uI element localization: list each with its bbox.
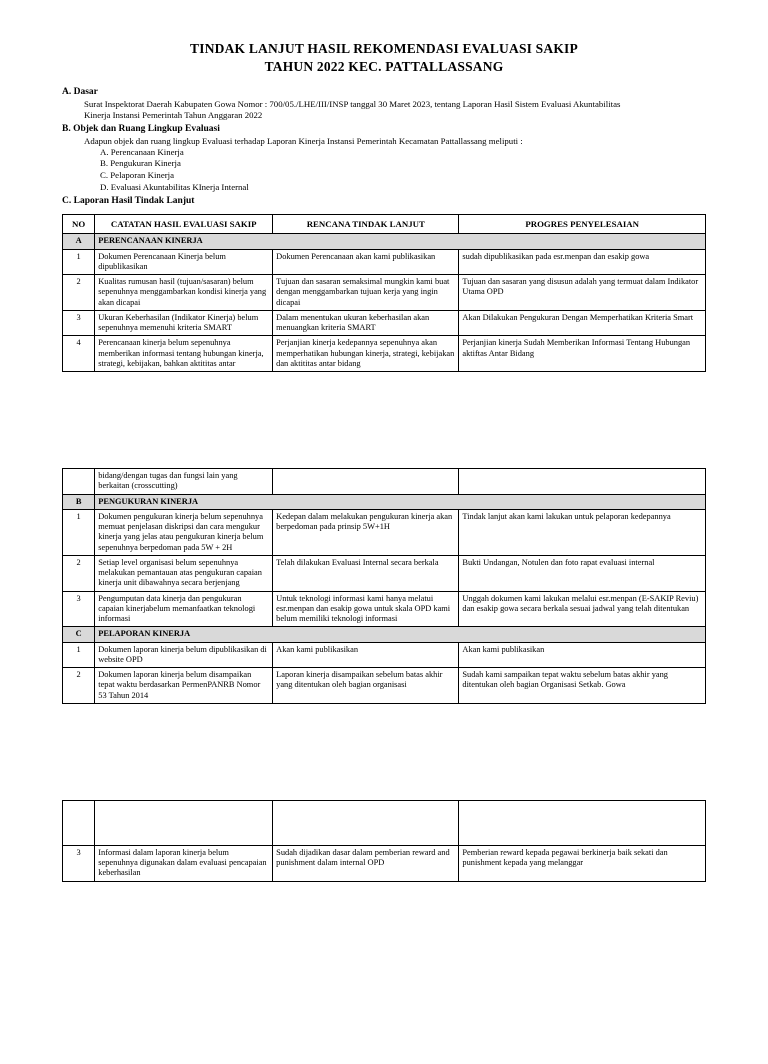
- section-a-label: A. Dasar: [62, 87, 98, 98]
- category-letter-a: A: [63, 234, 95, 249]
- table-row: [63, 591, 706, 627]
- row-progres: [459, 800, 706, 845]
- row-rencana: Tujuan dan sasaran semaksimal mungkin kami buat dengan menggambarkan tujuan kerja yang ingin dicapai: [273, 275, 459, 311]
- row-rencana: Kedepan dalam melakukan pengukuran kinerja akan berpedoman pada prinsip 5W+1H: [273, 509, 459, 555]
- row-progres: Bukti Undangan, Notulen dan foto rapat evaluasi internal: [459, 555, 706, 591]
- row-no: 1: [63, 642, 95, 668]
- header-progres: PROGRES PENYELESAIAN: [459, 214, 706, 234]
- table-row: [63, 800, 706, 845]
- row-progres: sudah dipublikasikan pada esr.menpan dan esakip gowa: [459, 249, 706, 275]
- row-rencana: Laporan kinerja disampaikan sebelum batas akhir yang ditentukan oleh bagian organisasi: [273, 668, 459, 704]
- section-c-label: C. Laporan Hasil Tindak Lanjut: [62, 196, 195, 207]
- row-catatan: Kualitas rumusan hasil (tujuan/sasaran) belum sepenuhnya menggambarkan kondisi kinerja yang akan dicapai: [95, 275, 273, 311]
- row-catatan: Ukuran Keberhasilan (Indikator Kinerja) belum sepenuhnya memenuhi kriteria SMART: [95, 310, 273, 336]
- category-letter-b: B: [63, 494, 95, 509]
- results-table-page2: [62, 468, 706, 704]
- row-no: [63, 469, 95, 495]
- section-b-item-3: D. Evaluasi Akuntabilitas KInerja Internal: [100, 181, 249, 192]
- category-row-c: [63, 627, 706, 642]
- row-no: [63, 800, 95, 845]
- intro-block: [62, 86, 708, 207]
- category-label-b: PENGUKURAN KINERJA: [95, 494, 706, 509]
- category-row-a: [63, 234, 706, 249]
- section-b-text: Adapun objek dan ruang lingkup Evaluasi terhadap Laporan Kinerja Instansi Pemerintah Kecamatan Pattallassang meliputi :: [84, 135, 523, 146]
- table-row: [63, 642, 706, 668]
- row-catatan: Pengumputan data kinerja dan pengukuran capaian kinerjabelum memanfaatkan teknologi informasi: [95, 591, 273, 627]
- table-row: [63, 310, 706, 336]
- table-row: [63, 668, 706, 704]
- table-row: [63, 845, 706, 881]
- header-rencana: RENCANA TINDAK LANJUT: [273, 214, 459, 234]
- row-progres: [459, 469, 706, 495]
- row-rencana: Sudah dijadikan dasar dalam pemberian reward and punishment dalam internal OPD: [273, 845, 459, 881]
- category-row-b: [63, 494, 706, 509]
- category-label-c: PELAPORAN KINERJA: [95, 627, 706, 642]
- row-rencana: Perjanjian kinerja kedepannya sepenuhnya akan memperhatikan hubungan kinerja, strategi, kebijakan dan aktititas antar bidang: [273, 336, 459, 372]
- row-progres: Pemberian reward kepada pegawai berkinerja baik sekati dan punishment kepada yang melanggar: [459, 845, 706, 881]
- header-no: NO: [63, 214, 95, 234]
- row-rencana: Dokumen Perencanaan akan kami publikasikan: [273, 249, 459, 275]
- row-progres: Perjanjian kinerja Sudah Memberikan Informasi Tentang Hubungan aktiftas Antar Bidang: [459, 336, 706, 372]
- row-no: 4: [63, 336, 95, 372]
- row-progres: Akan kami publikasikan: [459, 642, 706, 668]
- row-no: 3: [63, 310, 95, 336]
- row-catatan: Dokumen laporan kinerja belum dipublikasikan di website OPD: [95, 642, 273, 668]
- row-no: 1: [63, 249, 95, 275]
- row-rencana: Dalam menentukan ukuran keberhasilan akan menuangkan kriteria SMART: [273, 310, 459, 336]
- row-no: 1: [63, 509, 95, 555]
- row-no: 3: [63, 591, 95, 627]
- row-no: 2: [63, 555, 95, 591]
- row-catatan: bidang/dengan tugas dan fungsi lain yang berkaitan (crosscutting): [95, 469, 273, 495]
- row-no: 2: [63, 275, 95, 311]
- document-title: [0, 40, 768, 76]
- row-rencana: [273, 469, 459, 495]
- row-progres: Akan Dilakukan Pengukuran Dengan Memperhatikan Kriteria Smart: [459, 310, 706, 336]
- table-row: [63, 249, 706, 275]
- section-b-label: B. Objek dan Ruang Lingkup Evaluasi: [62, 124, 220, 135]
- row-catatan: Informasi dalam laporan kinerja belum sepenuhnya digunakan dalam evaluasi pencapaian keberhasilan: [95, 845, 273, 881]
- row-catatan: Dokumen laporan kinerja belum disampaikan tepat waktu berdasarkan PermenPANRB Nomor 53 Tahun 2014: [95, 668, 273, 704]
- table-row: [63, 336, 706, 372]
- page-break-2: [0, 704, 768, 800]
- results-table-page1: [62, 214, 706, 372]
- row-catatan: Setiap level organisasi belum sepenuhnya melakukan pemantauan atas pengukuran capaian kinerja unit dibawahnya secara berjenjang: [95, 555, 273, 591]
- row-progres: Tujuan dan sasaran yang disusun adalah yang termuat dalam Indikator Utama OPD: [459, 275, 706, 311]
- section-b-item-0: A. Perencanaan Kinerja: [100, 146, 184, 157]
- table-row: [63, 509, 706, 555]
- row-catatan: [95, 800, 273, 845]
- category-label-a: PERENCANAAN KINERJA: [95, 234, 706, 249]
- row-progres: Unggah dokumen kami lakukan melalui esr.menpan (E-SAKIP Reviu) dan esakip gowa secara berkala sesuai jadwal yang telah ditentukan: [459, 591, 706, 627]
- table-row: [63, 555, 706, 591]
- row-no: 3: [63, 845, 95, 881]
- page-break-1: [0, 372, 768, 468]
- title-line-2: TAHUN 2022 KEC. PATTALLASSANG: [264, 59, 504, 75]
- section-b-item-2: C. Pelaporan Kinerja: [100, 170, 175, 181]
- row-catatan: Dokumen Perencanaan Kinerja belum dipublikasikan: [95, 249, 273, 275]
- row-progres: Sudah kami sampaikan tepat waktu sebelum batas akhir yang ditentukan oleh bagian Organisasi Setkab. Gowa: [459, 668, 706, 704]
- row-rencana: Akan kami publikasikan: [273, 642, 459, 668]
- results-table-page3: [62, 800, 706, 882]
- section-a-text-line1: Surat Inspektorat Daerah Kabupaten Gowa Nomor : 700/05./LHE/III/INSP tanggal 30 Maret 2023, tentang Laporan Hasil Sistem Evaluasi Akuntabilitas: [84, 98, 621, 109]
- section-a-text: [84, 99, 708, 122]
- table-row: [63, 469, 706, 495]
- row-progres: Tindak lanjut akan kami lakukan untuk pelaporan kedepannya: [459, 509, 706, 555]
- section-b-item-1: B. Pengukuran Kinerja: [100, 158, 181, 169]
- row-catatan: Perencanaan kinerja belum sepenuhnya memberikan informasi tentang hubungan kinerja, strategi, kebijakan, bahkan aktititas antar: [95, 336, 273, 372]
- section-a-text-line2: Kinerja Instansi Pemerintah Tahun Anggaran 2022: [84, 110, 263, 121]
- row-rencana: Untuk teknologi informasi kami hanya melatui esr.menpan dan esakip gowa untuk skala OPD kami belum memiliki teknologi informasi: [273, 591, 459, 627]
- table-header-row: [63, 214, 706, 234]
- row-no: 2: [63, 668, 95, 704]
- row-catatan: Dokumen pengukuran kinerja belum sepenuhnya memuat penjelasan diskripsi dan cara mengukur kinerja yang jelas atau pengukuran kinerja belum sepenuhnya berpedoman pada 5W + 2H: [95, 509, 273, 555]
- row-rencana: Telah dilakukan Evaluasi Internal secara berkala: [273, 555, 459, 591]
- title-line-1: TINDAK LANJUT HASIL REKOMENDASI EVALUASI SAKIP: [190, 41, 578, 56]
- category-letter-c: C: [63, 627, 95, 642]
- table-row: [63, 275, 706, 311]
- row-rencana: [273, 800, 459, 845]
- header-catatan: CATATAN HASIL EVALUASI SAKIP: [95, 214, 273, 234]
- document-page: [0, 40, 768, 882]
